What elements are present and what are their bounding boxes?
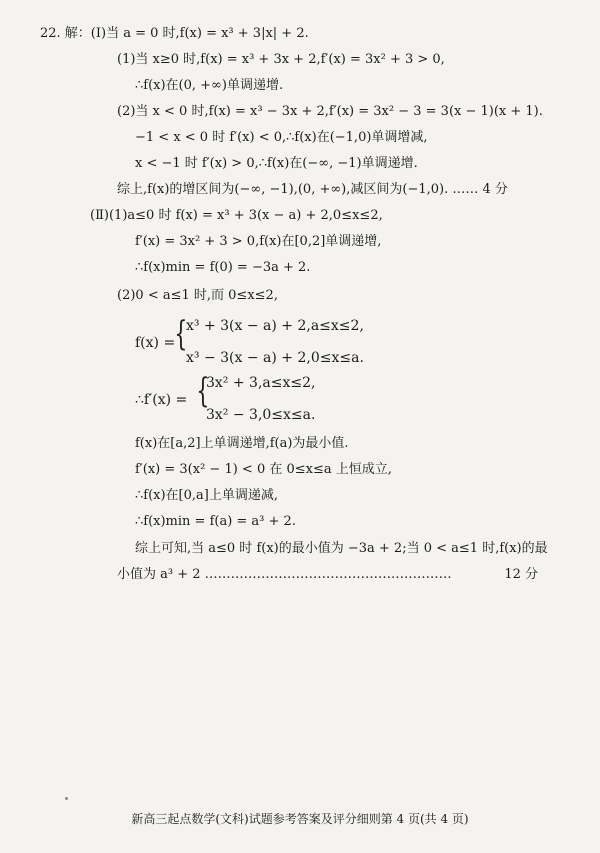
brace-fprime-glyph: { [196, 371, 210, 411]
part1-summary: 综上,f(x)的增区间为(−∞, −1),(0, +∞),减区间为(−1,0). …… 4 分 [117, 182, 508, 197]
part2-case2-min: ∴f(x)min = f(a) = a³ + 2. [135, 514, 296, 529]
part1-case1-line: (1)当 x≥0 时,f(x) = x³ + 3x + 2,f′(x) = 3x² + 3 > 0, [117, 52, 445, 67]
page-footer: 新高三起点数学(文科)试题参考答案及评分细则第 4 页(共 4 页) [131, 812, 469, 826]
part1-case2-decreasing: −1 < x < 0 时 f′(x) < 0,∴f(x)在(−1,0)单调增减, [135, 130, 428, 145]
solution-heading: 22. 解：(Ⅰ)当 a = 0 时,f(x) = x³ + 3|x| + 2. [40, 26, 309, 41]
part2-case2-decreasing: ∴f(x)在[0,a]上单调递减, [135, 488, 278, 503]
final-summary: 综上可知,当 a≤0 时 f(x)的最小值为 −3a + 2;当 0 < a≤1 时,f(x)的最 [135, 541, 548, 556]
part2-case1-min: ∴f(x)min = f(0) = −3a + 2. [135, 260, 311, 275]
piecewise-f-case1: x³ + 3(x − a) + 2,a≤x≤2, [186, 318, 364, 334]
part2-case2-derivative: f′(x) = 3(x² − 1) < 0 在 0≤x≤a 上恒成立, [135, 462, 392, 477]
part1-case2-increasing: x < −1 时 f′(x) > 0,∴f(x)在(−∞, −1)单调递增. [135, 156, 418, 171]
part2-case2-line: (2)0 < a≤1 时,而 0≤x≤2, [117, 288, 278, 303]
part1-case2-line: (2)当 x < 0 时,f(x) = x³ − 3x + 2,f′(x) = 3x² − 3 = 3(x − 1)(x + 1). [117, 104, 543, 119]
part2-case2-increasing: f(x)在[a,2]上单调递增,f(a)为最小值. [135, 436, 349, 451]
piecewise-fprime-case2: 3x² − 3,0≤x≤a. [206, 407, 316, 423]
scan-speck [65, 797, 68, 800]
brace-f-glyph: { [174, 314, 188, 354]
final-score: 12 分 [504, 567, 538, 582]
piecewise-fprime-case1: 3x² + 3,a≤x≤2, [206, 375, 316, 391]
part1-case1-conclusion: ∴f(x)在(0, +∞)单调递增. [135, 78, 284, 93]
final-summary-continued: 小值为 a³ + 2 ………………………………………………… [117, 567, 452, 582]
piecewise-f-label: f(x) = [135, 335, 176, 351]
piecewise-f-case2: x³ − 3(x − a) + 2,0≤x≤a. [186, 350, 364, 366]
part2-case1-line: (Ⅱ)(1)a≤0 时 f(x) = x³ + 3(x − a) + 2,0≤x≤2, [90, 208, 383, 223]
piecewise-fprime-label: ∴f′(x) = [135, 392, 188, 408]
part2-case1-derivative: f′(x) = 3x² + 3 > 0,f(x)在[0,2]单调递增, [135, 234, 382, 249]
